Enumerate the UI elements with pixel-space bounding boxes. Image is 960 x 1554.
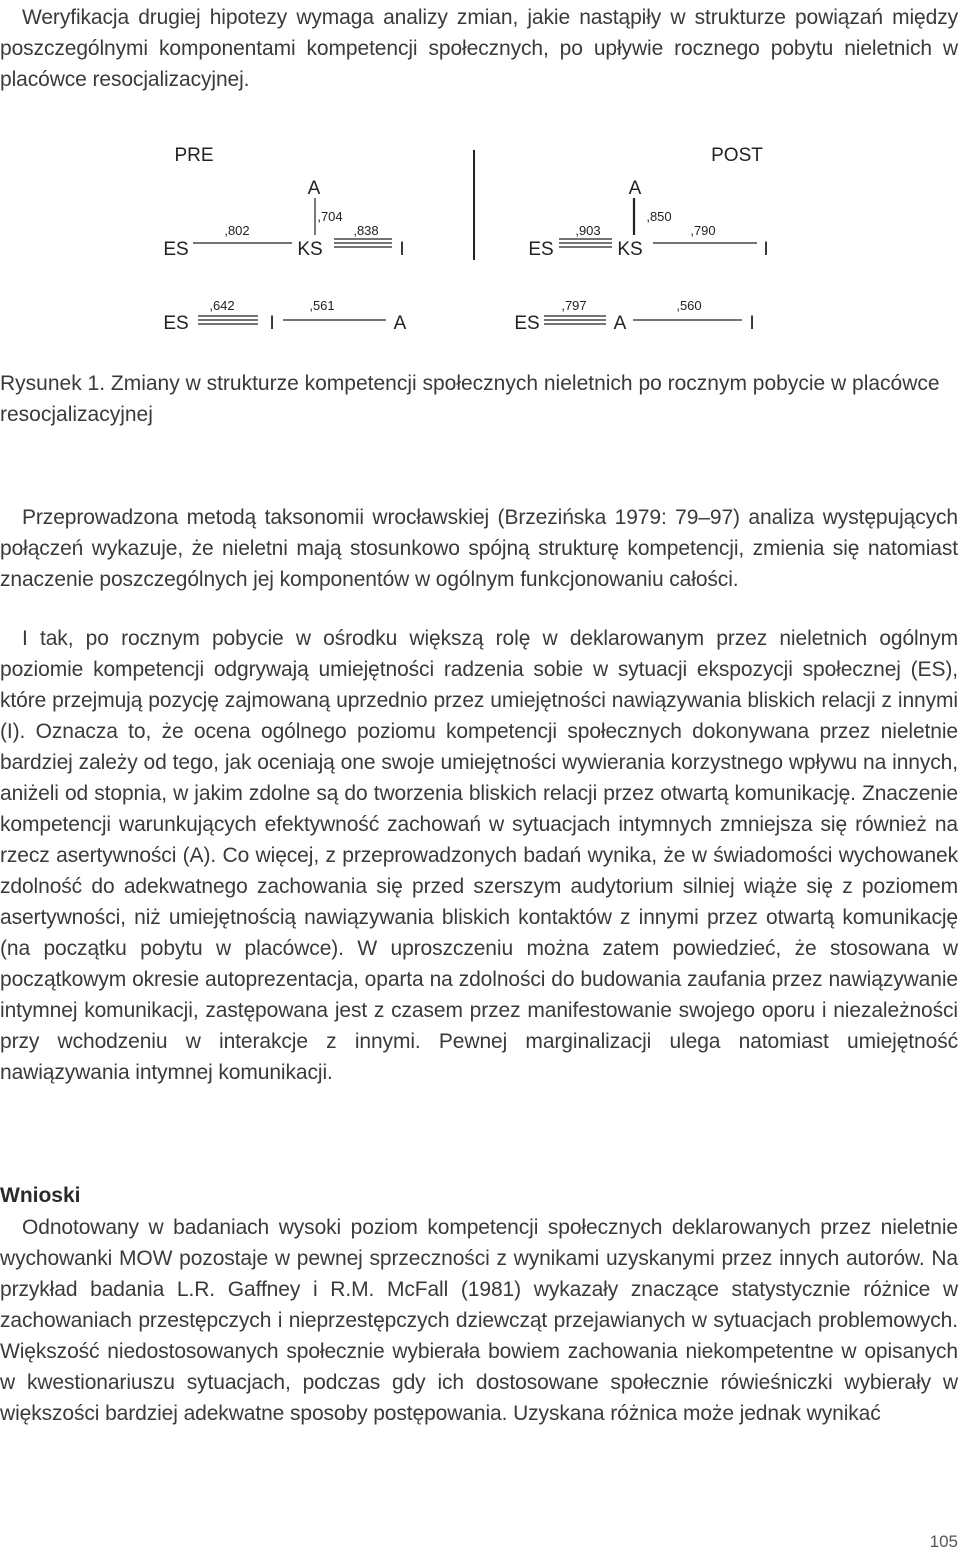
- dendrogram-svg: [0, 130, 960, 350]
- node-i: I: [399, 239, 405, 260]
- node-ks: KS: [617, 239, 643, 260]
- node-a: A: [393, 313, 407, 334]
- weight-a-ks: ,704: [317, 209, 343, 224]
- pre-tree-2: [163, 298, 406, 334]
- weight-ks-i: ,838: [353, 223, 379, 238]
- node-i: I: [749, 313, 755, 334]
- page-number: 105: [929, 1532, 958, 1551]
- node-ks: KS: [297, 239, 323, 260]
- weight-ks-i: ,790: [690, 223, 716, 238]
- post-tree-2: [514, 298, 754, 334]
- body-paragraph-3: Odnotowany w badaniach wysoki poziom kompetencji społecznych deklarowanych przez nieletnie wychowanki MOW pozostaje w pewnej sprzeczności z wynikami uzyskanymi przez innych autorów. Na przykład badania L.R. Gaffney i R.M. McFall (1981) wykazały znaczące statystycznie różnice w zachowaniach przestępczych i nieprzestępczych dziewcząt przejawianych w sytuacjach problemowych. Większość niedostosowanych społecznie wybierała bowiem zachowania niekompetentne w opisanych w kwestionariuszu sytuacjach, podczas gdy ich dostosowane społecznie rówieśniczki wybierały w większości bardziej adekwatne sposoby postępowania. Uzyskana różnica może jednak wynikać: [0, 1216, 958, 1425]
- body-paragraph-1: Przeprowadzona metodą taksonomii wrocławskiej (Brzezińska 1979: 79–97) analiza występujących połączeń wykazuje, że nieletni mają stosunkowo spójną strukturę kompetencji, zmienia się natomiast znaczenie poszczególnych jej komponentów w ogólnym funkcjonowaniu całości.: [0, 506, 958, 591]
- pre-label: PRE: [174, 145, 214, 166]
- weight-n2-n3: ,561: [309, 298, 335, 313]
- node-a: A: [307, 178, 321, 199]
- body-paragraph-2: I tak, po rocznym pobycie w ośrodku większą rolę w deklarowanym przez nieletnich ogólnym poziomie kompetencji odgrywają umiejętności radzenia sobie w sytuacji ekspozycji społecznej (ES), które przejmują pozycję zajmowaną uprzednio przez umiejętności nawiązywania bliskich relacji z innymi (I). Oznacza to, że ocena ogólnego poziomu kompetencji społecznych dokonywana przez nieletnie bardziej zależy od tego, jak oceniają one swoje umiejętności wywierania korzystnego wpływu na innych, aniżeli od stopnia, w jakim zdolne są do tworzenia bliskich relacji przez otwartą komunikację. Znaczenie kompetencji warunkujących efektywność zachowań w sytuacjach intymnych zmniejsza się również na rzecz asertywności (A). Co więcej, z przeprowadzonych badań wynika, że w świadomości wychowanek zdolność do adekwatnego zachowania się przed szerszym audytorium silniej wiąże się z poziomem asertywności, niż umiejętnością nawiązywania bliskich kontaktów z innymi przez otwartą komunikację (na początku pobytu w placówce). W uproszczeniu można zatem powiedzieć, że stosowana w początkowym okresie autoprezentacja, oparta na zdolności do budowania zaufania przez nawiązywanie intymnej komunikacji, zastępowana jest z czasem przez manifestowanie swojego oporu i niezależności przy wchodzeniu w interakcje z innymi. Pewnej marginalizacji ulega natomiast umiejętność nawiązywania intymnej komunikacji.: [0, 627, 958, 1084]
- pre-tree-1: [163, 178, 404, 260]
- weight-n2-n3: ,560: [676, 298, 702, 313]
- node-es: ES: [163, 313, 189, 334]
- section-heading: Wnioski: [0, 1184, 81, 1207]
- post-tree-1: [528, 178, 768, 260]
- weight-es-ks: ,903: [575, 223, 601, 238]
- node-es: ES: [528, 239, 554, 260]
- figure-dendrograms: [0, 130, 960, 350]
- intro-paragraph: Weryfikacja drugiej hipotezy wymaga analizy zmian, jakie nastąpiły w strukturze powiązań między poszczególnymi komponentami kompetencji społecznych, po upływie rocznego pobytu nieletnich w placówce resocjalizacyjnej.: [0, 6, 958, 91]
- node-i: I: [763, 239, 769, 260]
- weight-es-ks: ,802: [224, 223, 250, 238]
- weight-a-ks: ,850: [646, 209, 672, 224]
- node-i: I: [269, 313, 275, 334]
- weight-n1-n2: ,642: [209, 298, 235, 313]
- node-es: ES: [514, 313, 540, 334]
- node-a: A: [628, 178, 642, 199]
- figure-caption: Rysunek 1. Zmiany w strukturze kompetencji społecznych nieletnich po rocznym pobycie w placówce resocjalizacyjnej: [0, 372, 940, 426]
- node-es: ES: [163, 239, 189, 260]
- node-a: A: [613, 313, 627, 334]
- post-label: POST: [711, 145, 763, 166]
- weight-n1-n2: ,797: [561, 298, 587, 313]
